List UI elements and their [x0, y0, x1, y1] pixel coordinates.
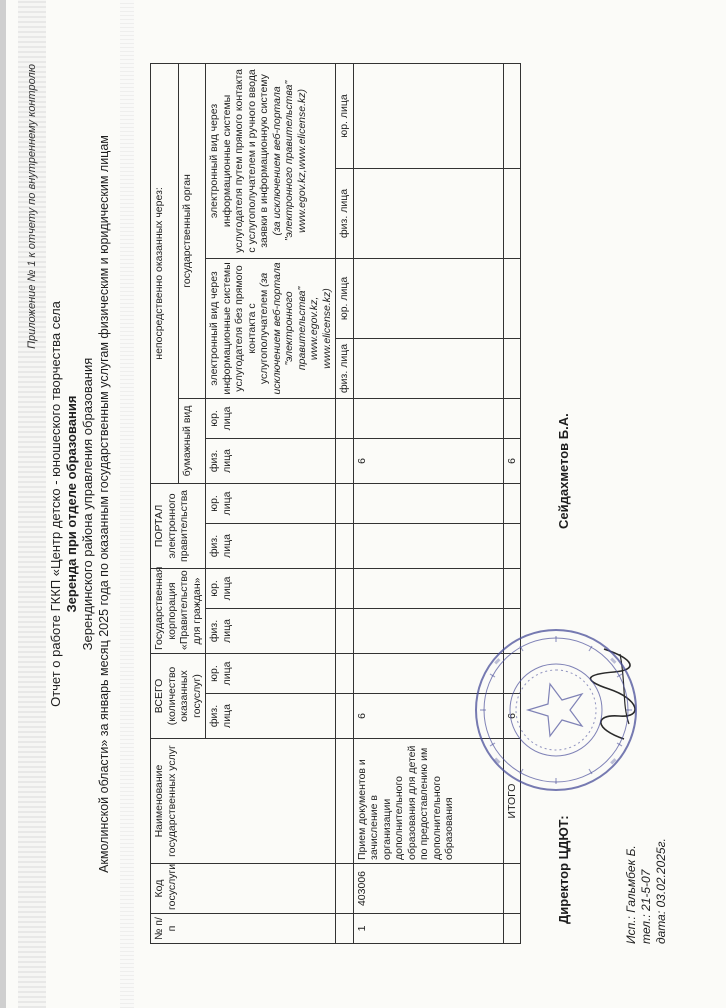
- row-service-name: Прием документов и зачисление в организации дополнительного образования для детей по предоставлению им дополнительного образования: [353, 739, 503, 864]
- header-electronic-no-contact: [206, 258, 336, 398]
- executor-date: дата: 03.02.2025г.: [654, 838, 668, 944]
- rotated-document: [24, 24, 702, 984]
- header-portal-phys: физ. лица: [206, 523, 336, 568]
- header-corp-phys: физ. лица: [206, 608, 336, 653]
- header-portal-jur: юр. лица: [206, 483, 336, 523]
- executor-info: [624, 838, 669, 944]
- header-num: № п/п: [151, 914, 336, 944]
- electronic-no-contact-note: (за исключением веб-портала "электронного правительства" www.egov.kz, www.elicense.kz): [258, 262, 333, 395]
- header-corp-jur: юр. лица: [206, 568, 336, 608]
- header-paper-jur: юр. лица: [206, 398, 336, 438]
- total-phys: 6: [503, 694, 521, 739]
- total-paper-phys: 6: [503, 438, 521, 483]
- header-total-jur: юр. лица: [206, 653, 336, 693]
- appendix-note: Приложение № 1 к отчету по внутреннему контролю: [26, 64, 38, 349]
- header-direct: непосредственно оказанных через:: [151, 63, 179, 483]
- header-portal: ПОРТАЛ электронного правительства: [151, 483, 206, 568]
- row-paper-phys: 6: [353, 438, 503, 483]
- title-line-4: Акмолинской области» за январь месяц 2025 года по оказанным государственным услугам физическим и юридическим лицам: [97, 135, 111, 873]
- header-total: ВСЕГО (количество оказанных госуслуг): [151, 653, 206, 738]
- official-seal-image: [472, 626, 640, 794]
- header-corporation: Государственная корпорация «Правительство для граждан»: [151, 568, 206, 653]
- table-row: [353, 63, 503, 943]
- title-line-3: Зерендинского района управления образования: [80, 357, 95, 651]
- header-enc-phys: физ. лица: [336, 338, 354, 398]
- report-table: [150, 63, 521, 944]
- title-line-2: Зеренда при отделе образования: [64, 395, 79, 613]
- header-code: Код госуслуги: [151, 864, 336, 914]
- header-row-4: [336, 63, 354, 943]
- title-line-1: Отчет о работе ГККП «Центр детско - юношеского творчества села: [48, 301, 63, 707]
- total-label: ИТОГО: [503, 739, 521, 864]
- electronic-contact-note: (за исключением веб-портала "электронного правительства" www.egov.kz,www.elicense.kz): [270, 80, 308, 242]
- header-ec-jur: юр. лица: [336, 63, 354, 168]
- header-total-phys: физ. лица: [206, 694, 336, 739]
- executor-phone: тел.: 21-5-07: [639, 869, 653, 944]
- electronic-contact-text: электронный вид через информационные системы услугодателя путем прямого контакта с услугополучателем и ручного ввода заявки в информационную систему: [208, 69, 270, 253]
- header-gov-body: государственный орган: [178, 63, 206, 398]
- row-code: 403006: [353, 864, 503, 914]
- row-total-phys: 6: [353, 694, 503, 739]
- scan-edge: [0, 0, 6, 1008]
- header-ec-phys: физ. лица: [336, 168, 354, 258]
- executor-name: Исп.: Гальмбек Б.: [624, 845, 638, 944]
- director-name: Сейдахметов Б.А.: [556, 413, 571, 529]
- electronic-no-contact-text: электронный вид через информационные системы услугодателя без прямого контакта с услугополучателем: [208, 262, 270, 395]
- header-paper: бумажный вид: [178, 398, 206, 483]
- header-enc-jur: юр. лица: [336, 258, 354, 338]
- header-paper-phys: физ. лица: [206, 438, 336, 483]
- header-row-1: [151, 63, 179, 943]
- header-name: Наименование государственных услуг: [151, 739, 336, 864]
- row-num: 1: [353, 914, 503, 944]
- director-label: Директор ЦДЮТ:: [556, 815, 571, 924]
- total-row: [503, 63, 521, 943]
- header-electronic-contact: [206, 63, 336, 258]
